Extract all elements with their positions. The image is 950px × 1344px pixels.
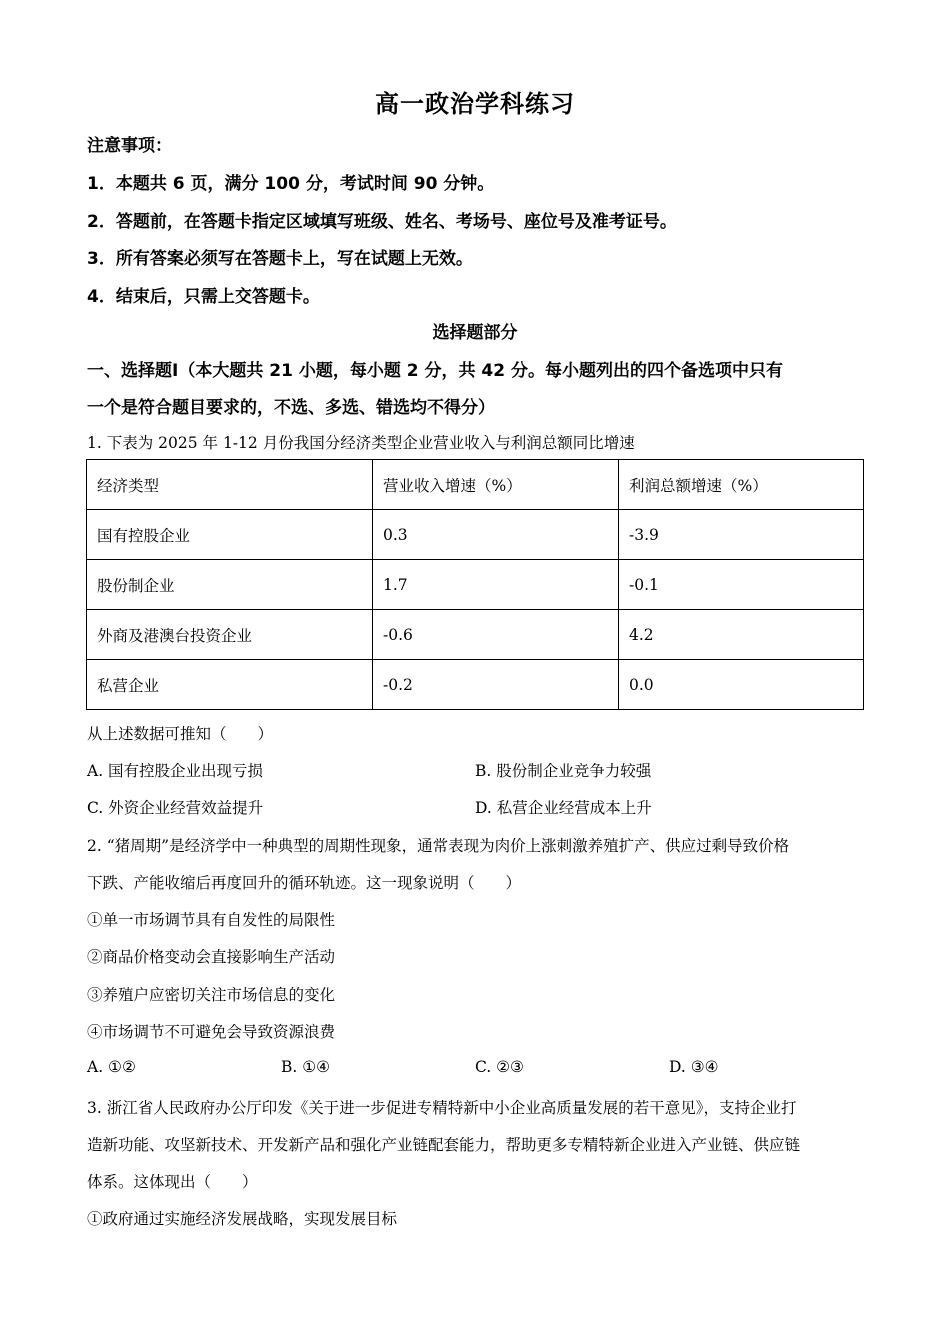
question-3-stem: 造新功能、攻坚新技术、开发新产品和强化产业链配套能力，帮助更多专精特新企业进入产业链、供应链 <box>87 1136 801 1154</box>
notice-item: 2．答题前，在答题卡指定区域填写班级、姓名、考场号、座位号及准考证号。 <box>87 212 677 232</box>
table-cell: -0.2 <box>373 660 619 710</box>
page-title: 高一政治学科练习 <box>375 90 575 118</box>
statement-item: ①单一市场调节具有自发性的局限性 <box>87 911 336 929</box>
part-instructions: 一个是符合题目要求的，不选、多选、错选均不得分） <box>87 398 495 418</box>
table-row <box>87 610 864 660</box>
statement-item: ④市场调节不可避免会导致资源浪费 <box>87 1023 336 1041</box>
table-cell: 外商及港澳台投资企业 <box>87 610 373 660</box>
table-header-row <box>87 460 864 510</box>
table-cell: 4.2 <box>619 610 864 660</box>
table-cell: 国有控股企业 <box>87 510 373 560</box>
notice-item: 4．结束后，只需上交答题卡。 <box>87 287 320 307</box>
notice-item: 3．所有答案必须写在答题卡上，写在试题上无效。 <box>87 249 473 269</box>
table-cell: 0.3 <box>373 510 619 560</box>
table-row <box>87 510 864 560</box>
option-a: A. 国有控股企业出现亏损 <box>87 762 264 780</box>
question-1-stem: 1. 下表为 2025 年 1-12 月份我国分经济类型企业营业收入与利润总额同比增速 <box>87 434 635 452</box>
table-header-cell: 经济类型 <box>87 460 373 510</box>
notice-item: 1．本题共 6 页，满分 100 分，考试时间 90 分钟。 <box>87 174 495 194</box>
option-b: B. 股份制企业竞争力较强 <box>475 762 652 780</box>
question-3-stem: 体系。这体现出（ ） <box>87 1173 258 1191</box>
table-cell: 私营企业 <box>87 660 373 710</box>
statement-item: ③养殖户应密切关注市场信息的变化 <box>87 986 336 1004</box>
table-row <box>87 560 864 610</box>
part-instructions: 一、选择题Ⅰ（本大题共 21 小题，每小题 2 分，共 42 分。每小题列出的四个备选项中只有 <box>87 361 783 381</box>
question-3-stem: 3. 浙江省人民政府办公厅印发《关于进一步促进专精特新中小企业高质量发展的若干意见》，支持企业打 <box>87 1099 797 1117</box>
data-table <box>86 459 864 710</box>
question-2-stem: 下跌、产能收缩后再度回升的循环轨迹。这一现象说明（ ） <box>87 874 522 892</box>
question-2-stem: 2. “猪周期”是经济学中一种典型的周期性现象，通常表现为肉价上涨刺激养殖扩产、供应过剩导致价格 <box>87 837 790 855</box>
option-d: D. ③④ <box>669 1058 719 1076</box>
table-cell: 1.7 <box>373 560 619 610</box>
option-b: B. ①④ <box>281 1058 331 1076</box>
option-c: C. ②③ <box>475 1058 524 1076</box>
table-header-cell: 利润总额增速（%） <box>619 460 864 510</box>
notice-heading: 注意事项： <box>87 136 172 156</box>
section-title: 选择题部分 <box>432 323 518 343</box>
option-a: A. ①② <box>87 1058 136 1076</box>
option-d: D. 私营企业经营成本上升 <box>475 799 652 817</box>
table-cell: -0.1 <box>619 560 864 610</box>
option-c: C. 外资企业经营效益提升 <box>87 799 264 817</box>
question-1-ask: 从上述数据可推知（ ） <box>87 725 274 743</box>
statement-item: ②商品价格变动会直接影响生产活动 <box>87 948 336 966</box>
table-cell: -3.9 <box>619 510 864 560</box>
statement-item: ①政府通过实施经济发展战略，实现发展目标 <box>87 1210 398 1228</box>
table-row <box>87 660 864 710</box>
table-cell: -0.6 <box>373 610 619 660</box>
table-cell: 0.0 <box>619 660 864 710</box>
table-header-cell: 营业收入增速（%） <box>373 460 619 510</box>
table-cell: 股份制企业 <box>87 560 373 610</box>
